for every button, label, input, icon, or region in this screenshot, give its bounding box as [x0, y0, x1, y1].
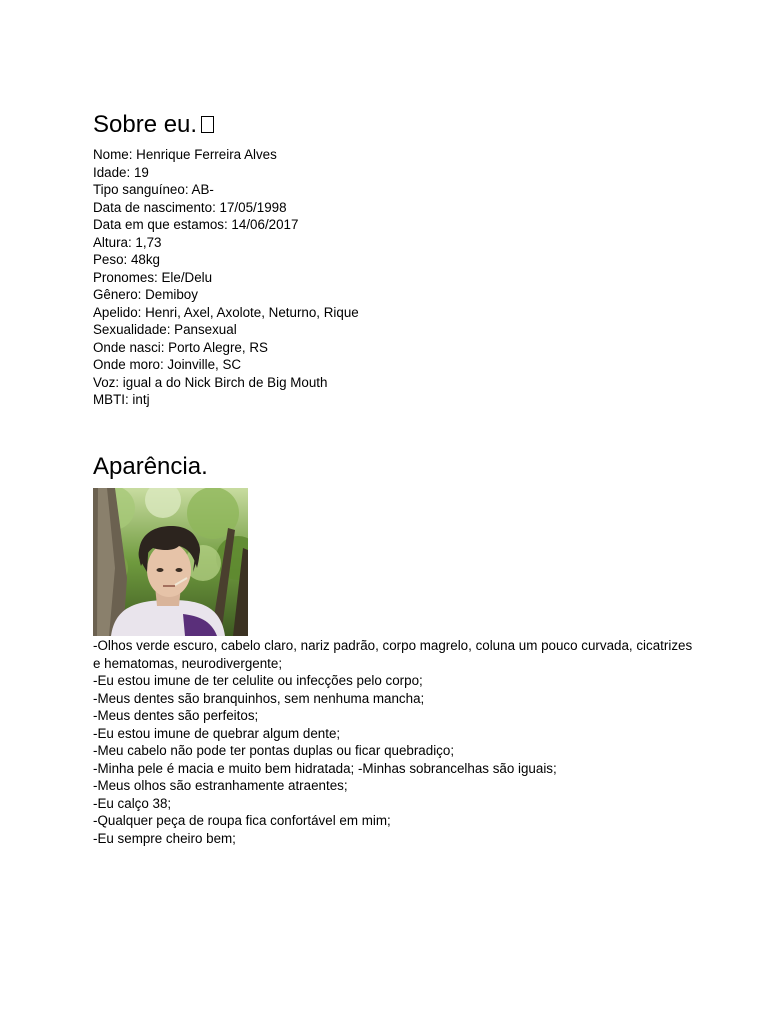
about-info-list	[93, 146, 359, 409]
appearance-line: -Minha pele é macia e muito bem hidratada; -Minhas sobrancelhas são iguais;	[93, 760, 557, 776]
info-line: Peso: 48kg	[93, 252, 160, 267]
appearance-line: -Meus dentes são branquinhos, sem nenhuma mancha;	[93, 690, 425, 706]
info-line: Tipo sanguíneo: AB-	[93, 182, 214, 197]
info-line: Gênero: Demiboy	[93, 287, 198, 302]
missing-glyph-icon	[201, 116, 214, 133]
appearance-line: -Meu cabelo não pode ter pontas duplas ou ficar quebradiço;	[93, 743, 455, 758]
appearance-line: -Meus dentes são perfeitos;	[93, 708, 259, 723]
info-line: Apelido: Henri, Axel, Axolote, Neturno, Rique	[93, 304, 359, 320]
info-line: Data em que estamos: 14/06/2017	[93, 217, 299, 232]
appearance-line: -Eu estou imune de quebrar algum dente;	[93, 725, 341, 741]
info-line: Sexualidade: Pansexual	[93, 322, 237, 337]
appearance-line: -Olhos verde escuro, cabelo claro, nariz padrão, corpo magrelo, coluna um pouco curvada, cicatrizes e hematomas, neurodivergente;	[93, 638, 693, 671]
info-line: MBTI: intj	[93, 392, 150, 407]
info-line: Altura: 1,73	[93, 234, 162, 250]
info-line: Onde nasci: Porto Alegre, RS	[93, 339, 268, 355]
info-line: Voz: igual a do Nick Birch de Big Mouth	[93, 374, 328, 390]
appearance-heading: Aparência.	[93, 453, 208, 480]
appearance-line: -Eu calço 38;	[93, 795, 172, 811]
info-line: Nome: Henrique Ferreira Alves	[93, 147, 277, 162]
appearance-line: -Eu estou imune de ter celulite ou infecções pelo corpo;	[93, 673, 423, 688]
appearance-line: -Qualquer peça de roupa fica confortável em mim;	[93, 813, 391, 828]
portrait-photo	[93, 488, 248, 636]
info-line: Pronomes: Ele/Delu	[93, 269, 213, 285]
info-line: Data de nascimento: 17/05/1998	[93, 199, 287, 215]
about-title: Sobre eu.	[93, 111, 198, 138]
info-line: Onde moro: Joinville, SC	[93, 357, 242, 372]
about-heading	[93, 111, 214, 139]
info-line: Idade: 19	[93, 164, 149, 180]
appearance-line: -Eu sempre cheiro bem;	[93, 830, 236, 846]
appearance-line: -Meus olhos são estranhamente atraentes;	[93, 778, 348, 793]
appearance-list	[93, 637, 733, 847]
